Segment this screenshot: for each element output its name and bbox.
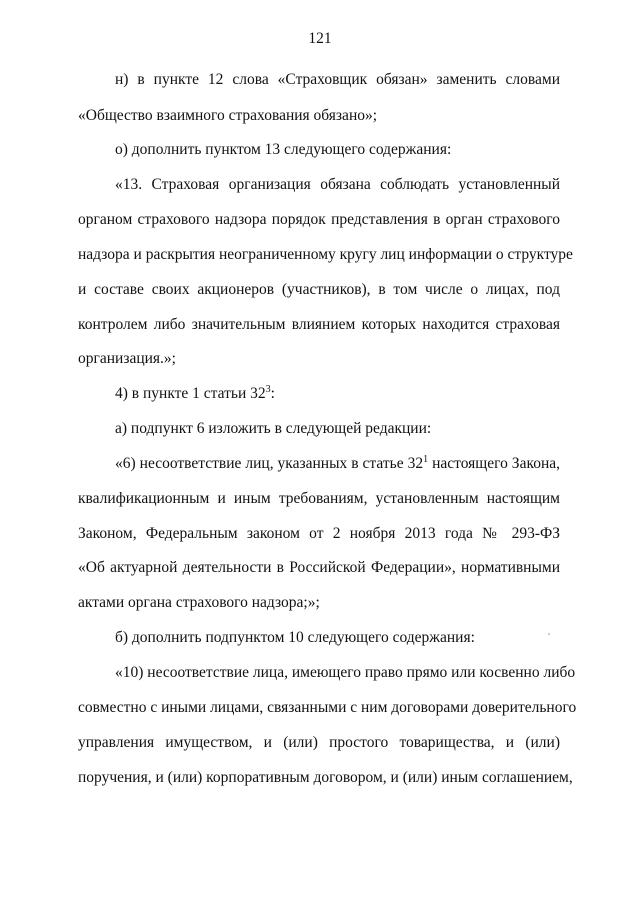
superscript: 3: [265, 384, 271, 395]
text-line: надзора и раскрытия неограниченному кругу лиц информации о структуре: [78, 246, 573, 263]
text-line: органом страхового надзора порядок представления в орган страхового: [78, 211, 560, 228]
text-line: «10) несоответствие лица, имеющего право прямо или косвенно либо: [115, 664, 576, 681]
text-line: о) дополнить пунктом 13 следующего содержания:: [115, 141, 452, 158]
text-line: и составе своих акционеров (участников), в том числе о лицах, под: [78, 281, 560, 298]
text-line: [115, 384, 560, 404]
scan-speck: [548, 633, 550, 635]
text-line: н) в пункте 12 слова «Страховщик обязан» заменить словами: [115, 71, 560, 88]
text-segment: «6) несоответствие лиц, указанных в статье 32: [115, 455, 424, 472]
text-line: контролем либо значительным влиянием которых находится страховая: [78, 316, 560, 333]
text-segment: настоящего Закона,: [428, 455, 560, 472]
text-line: «Общество взаимного страхования обязано»;: [78, 107, 378, 124]
text-line: б) дополнить подпунктом 10 следующего содержания:: [115, 629, 475, 646]
superscript: 1: [423, 454, 429, 465]
text-line: организация.»;: [78, 350, 176, 367]
text-line: [115, 454, 560, 474]
page-number: 121: [308, 30, 332, 47]
text-segment: :: [270, 385, 275, 402]
text-line: актами органа страхового надзора;»;: [78, 594, 320, 611]
text-segment: 4) в пункте 1 статьи 32: [115, 385, 266, 402]
text-line: совместно с иными лицами, связанными с ним договорами доверительного: [78, 699, 577, 716]
text-line: управления имуществом, и (или) простого товарищества, и (или): [78, 734, 560, 751]
text-line: Законом, Федеральным законом от 2 ноября 2013 года № 293-ФЗ: [78, 525, 560, 542]
text-line: «13. Страховая организация обязана соблюдать установленный: [115, 176, 560, 193]
text-line: поручения, и (или) корпоративным договором, и (или) иным соглашением,: [78, 769, 573, 786]
text-line: а) подпункт 6 изложить в следующей редакции:: [115, 420, 432, 437]
text-line: «Об актуарной деятельности в Российской Федерации», нормативными: [78, 559, 560, 576]
text-line: квалификационным и иным требованиям, установленным настоящим: [78, 490, 560, 507]
